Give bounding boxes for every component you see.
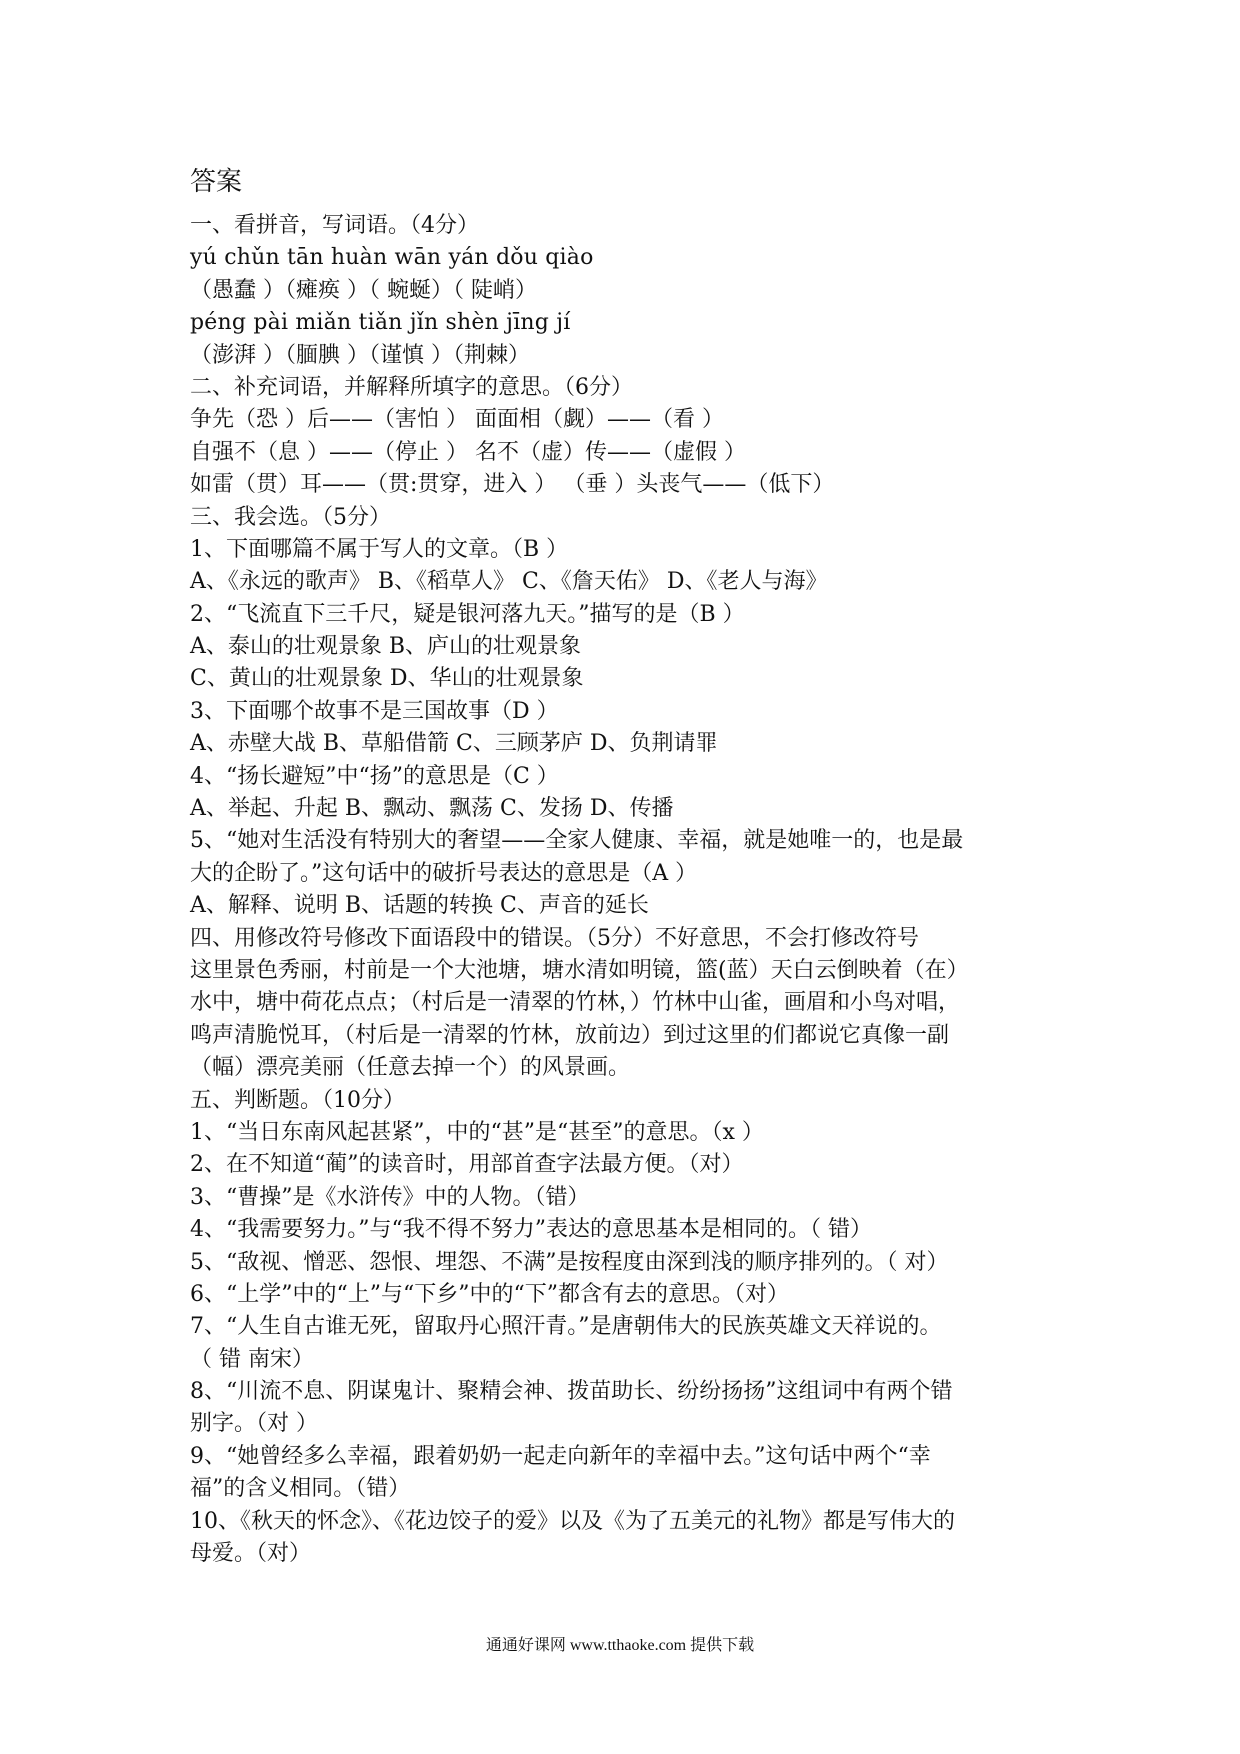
question-line: 大的企盼了。”这句话中的破折号表达的意思是（A ） <box>190 860 698 886</box>
judgment-line: 4、“我需要努力。”与“我不得不努力”表达的意思基本是相同的。（ 错） <box>190 1217 872 1243</box>
answer-body <box>190 210 1070 1570</box>
judgment-line: 2、在不知道“蔺”的读音时，用部首查字法最方便。（对） <box>190 1152 744 1178</box>
section-heading: 三、我会选。（5分） <box>190 504 391 530</box>
judgment-line: 1、“当日东南风起甚紧”，中的“甚”是“甚至”的意思。（x ） <box>190 1119 764 1145</box>
paragraph-line: 鸣声清脆悦耳，（村后是一清翠的竹林，放前边）到过这里的们都说它真像一副 <box>190 1022 950 1048</box>
judgment-line: （ 错 南宋） <box>190 1346 314 1372</box>
page-title: 答案 <box>190 167 243 197</box>
option-line: A、举起、升起 B、飘动、飘荡 C、发扬 D、传播 <box>190 796 674 822</box>
judgment-line: 福”的含义相同。（错） <box>190 1476 411 1502</box>
option-line: A、解释、说明 B、话题的转换 C、声音的延长 <box>190 893 649 919</box>
page-footer: 通通好课网 www.tthaoke.com 提供下载 <box>485 1637 755 1654</box>
answer-line: 争先（恐 ）后——（害怕 ） 面面相（觑）——（看 ） <box>190 407 724 433</box>
question-line: 1、下面哪篇不属于写人的文章。（B ） <box>190 536 569 562</box>
question-line: 4、“扬长避短”中“扬”的意思是（C ） <box>190 763 559 789</box>
option-line: A、泰山的壮观景象 B、庐山的壮观景象 <box>190 634 582 660</box>
paragraph-line: （幅）漂亮美丽（任意去掉一个）的风景画。 <box>190 1055 631 1081</box>
judgment-line: 9、“她曾经多么幸福，跟着奶奶一起走向新年的幸福中去。”这句话中两个“幸 <box>190 1443 931 1469</box>
section-heading: 五、判断题。（10分） <box>190 1087 405 1113</box>
answer-line: （澎湃 ）（腼腆 ）（谨慎 ）（荆棘） <box>190 342 530 368</box>
judgment-line: 3、“曹操”是《水浒传》中的人物。（错） <box>190 1184 590 1210</box>
judgment-line: 6、“上学”中的“上”与“下乡”中的“下”都含有去的意思。（对） <box>190 1281 789 1307</box>
paragraph-line: 这里景色秀丽，村前是一个大池塘，塘水清如明镜，篮(蓝）天白云倒映着（在） <box>190 957 969 983</box>
question-line: 3、下面哪个故事不是三国故事（D ） <box>190 698 559 724</box>
answer-line: 自强不（息 ）——（停止 ） 名不（虚）传——（虚假 ） <box>190 439 746 465</box>
section-heading: 四、用修改符号修改下面语段中的错误。（5分）不好意思，不会打修改符号 <box>190 925 919 951</box>
judgment-line: 母爱。（对） <box>190 1541 312 1567</box>
paragraph-line: 水中，塘中荷花点点；（村后是一清翠的竹林，）竹林中山雀，画眉和小鸟对唱， <box>190 990 961 1016</box>
option-line: A、赤壁大战 B、草船借箭 C、三顾茅庐 D、负荆请罪 <box>190 731 718 757</box>
answer-line: 如雷（贯）耳——（贯:贯穿，进入 ） （垂 ）头丧气——（低下） <box>190 472 835 498</box>
judgment-line: 7、“人生自古谁无死，留取丹心照汗青。”是唐朝伟大的民族英雄文天祥说的。 <box>190 1314 942 1340</box>
pinyin-line: yú chǔn tān huàn wān yán dǒu qiào <box>190 245 594 271</box>
judgment-line: 5、“敌视、憎恶、怨恨、埋怨、不满”是按程度由深到浅的顺序排列的。（ 对） <box>190 1249 949 1275</box>
answer-document <box>190 160 1070 1570</box>
judgment-line: 别字。（对 ） <box>190 1411 318 1437</box>
section-heading: 二、补充词语，并解释所填字的意思。（6分） <box>190 374 633 400</box>
option-line: C、黄山的壮观景象 D、华山的壮观景象 <box>190 666 584 692</box>
section-heading: 一、看拼音，写词语。（4分） <box>190 213 479 238</box>
question-line: 2、“飞流直下三千尺，疑是银河落九天。”描写的是（B ） <box>190 601 745 627</box>
pinyin-line: péng pài miǎn tiǎn jǐn shèn jīng jí <box>190 310 571 336</box>
judgment-line: 8、“川流不息、阴谋鬼计、聚精会神、拨苗助长、纷纷扬扬”这组词中有两个错 <box>190 1379 953 1405</box>
option-line: A、《永远的歌声》 B、《稻草人》 C、《詹天佑》 D、《老人与海》 <box>190 569 828 595</box>
answer-line: （愚蠢 ）（瘫痪 ）（ 蜿蜒）（ 陡峭） <box>190 277 537 303</box>
question-line: 5、“她对生活没有特别大的奢望——全家人健康、幸福，就是她唯一的，也是最 <box>190 828 964 854</box>
judgment-line: 10、《秋天的怀念》、《花边饺子的爱》以及《为了五美元的礼物》都是写伟大的 <box>190 1508 955 1534</box>
